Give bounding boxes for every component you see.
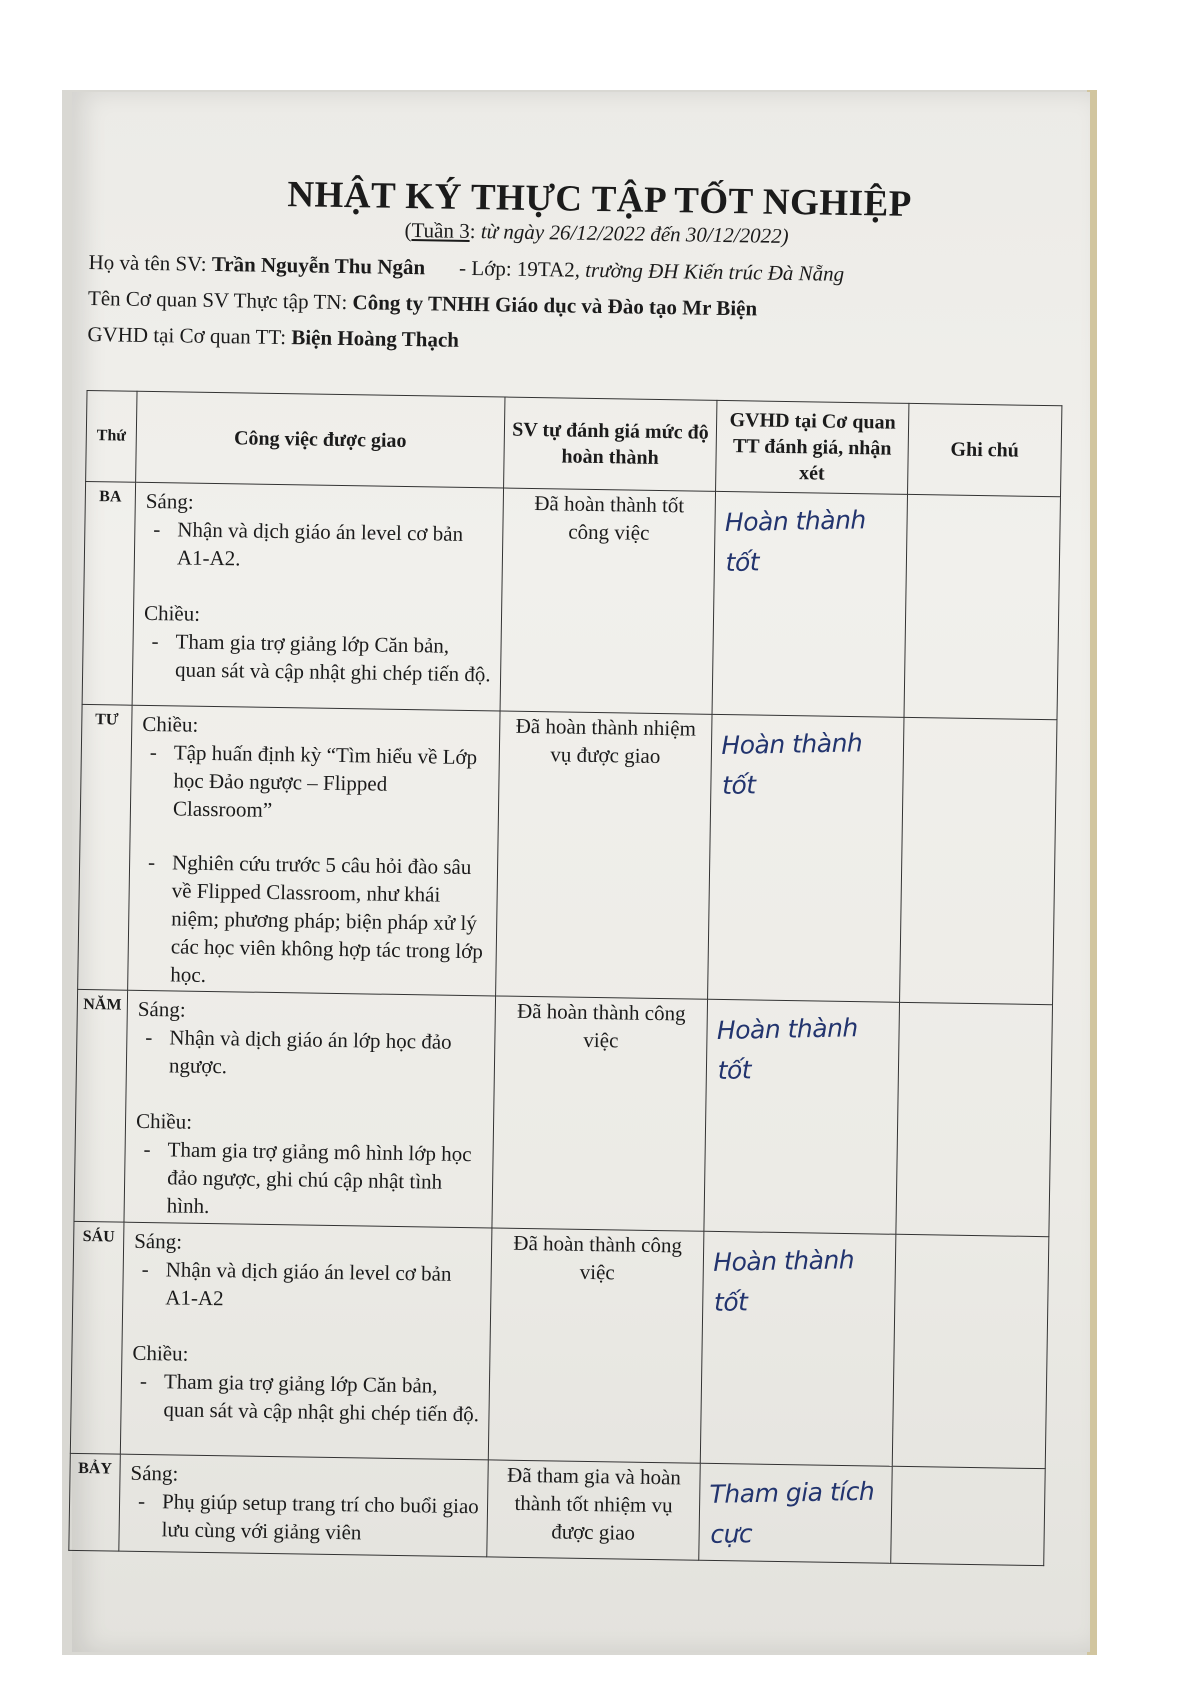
- supervisor-comment-cell: [699, 1463, 892, 1563]
- day-cell: NĂM: [74, 989, 128, 1222]
- week-paren: (: [404, 217, 412, 243]
- supervisor-comment-cell: [712, 491, 907, 717]
- self-eval-cell: Đã tham gia và hoàn thành tốt nhiệm vụ được giao: [487, 1460, 700, 1560]
- student-label: Họ và tên SV:: [88, 249, 212, 276]
- session-label: Chiều:: [132, 1340, 189, 1366]
- task-list: [137, 1023, 487, 1084]
- self-eval-cell: Đã hoàn thành công việc: [488, 1228, 704, 1463]
- header-supervisor-eval: GVHD tại Cơ quan TT đánh giá, nhận xét: [716, 400, 909, 494]
- handwritten-comment: Hoàn thành tốt: [721, 728, 863, 800]
- day-cell: SÁU: [70, 1221, 124, 1454]
- tasks-cell: [120, 1222, 492, 1460]
- self-eval-cell: Đã hoàn thành nhiệm vụ được giao: [496, 711, 712, 999]
- supervisor-name: Biện Hoàng Thạch: [291, 325, 460, 352]
- internship-log-table: [68, 390, 1062, 1566]
- session-label: Chiều:: [143, 600, 201, 626]
- task-list: [145, 515, 495, 576]
- task-item: - Nhận và dịch giáo án level cơ bản A1-A2.: [175, 515, 495, 576]
- header-self-eval: SV tự đánh giá mức độ hoàn thành: [504, 397, 717, 491]
- note-cell: [896, 1002, 1053, 1236]
- tasks-cell: [124, 990, 496, 1228]
- week-dates: từ ngày 26/12/2022 đến 30/12/2022): [480, 219, 789, 248]
- task-item: - Nhận và dịch giáo án lớp học đảo ngược.: [167, 1023, 487, 1084]
- day-cell: BA: [82, 481, 135, 705]
- self-eval-cell: Đã hoàn thành tốt công việc: [500, 488, 715, 714]
- note-cell: [904, 494, 1060, 719]
- document-content: [68, 170, 1080, 1585]
- header-notes: Ghi chú: [908, 403, 1062, 496]
- task-list: [143, 627, 493, 688]
- day-cell: BẢY: [69, 1453, 121, 1551]
- task-item: - Nhận và dịch giáo án level cơ bản A1-A2: [163, 1255, 483, 1316]
- note-cell: [892, 1234, 1049, 1468]
- session-label: Sáng:: [130, 1460, 179, 1486]
- session-label: Sáng:: [145, 488, 194, 514]
- handwritten-comment: Hoàn thành tốt: [716, 1013, 859, 1085]
- student-name: Trần Nguyễn Thu Ngân: [211, 251, 426, 280]
- task-list: [135, 1135, 485, 1224]
- week-colon: :: [469, 218, 482, 244]
- self-eval-cell: Đã hoàn thành công việc: [492, 996, 708, 1231]
- task-item: - Tham gia trợ giảng lớp Căn bản, quan sát và cập nhật ghi chép tiến độ.: [173, 627, 493, 688]
- handwritten-comment: Tham gia tích cực: [709, 1476, 875, 1549]
- org-label: Tên Cơ quan SV Thực tập TN:: [87, 285, 353, 315]
- session-label: Sáng:: [133, 1228, 183, 1254]
- task-list: [133, 1255, 483, 1316]
- tasks-cell: [119, 1454, 488, 1557]
- table-row: [69, 1453, 1045, 1565]
- task-item: - Tham gia trợ giảng lớp Căn bản, quan sát và cập nhật ghi chép tiến độ.: [161, 1367, 481, 1428]
- task-list: [129, 1487, 479, 1548]
- table-header-row: [86, 390, 1062, 496]
- week-label: Tuần 3: [411, 218, 470, 243]
- supervisor-comment-cell: [708, 714, 904, 1002]
- note-cell: [900, 717, 1057, 1004]
- org-name: Công ty TNHH Giáo dục và Đào tạo Mr Biện: [352, 290, 758, 321]
- school-name: , trường ĐH Kiến trúc Đà Nẵng: [574, 257, 845, 286]
- supervisor-comment-cell: [700, 1231, 896, 1466]
- task-list: [138, 738, 491, 993]
- task-item: - Phụ giúp setup trang trí cho buổi giao lưu cùng với giảng viên: [159, 1487, 479, 1548]
- class-label: - Lớp:: [458, 255, 518, 281]
- table-row: [70, 1221, 1049, 1468]
- table-row: [82, 481, 1060, 719]
- class-value: 19TA2: [516, 256, 575, 282]
- task-item: - Tham gia trợ giảng mô hình lớp học đảo ngược, ghi chú cập nhật tình hình.: [165, 1135, 485, 1224]
- tasks-cell: [132, 482, 503, 711]
- task-list: [131, 1367, 481, 1428]
- student-info: [87, 244, 1079, 368]
- header-tasks: Công việc được giao: [136, 391, 505, 488]
- table-row: [74, 989, 1053, 1236]
- supervisor-label: GVHD tại Cơ quan TT:: [87, 321, 292, 350]
- supervisor-comment-cell: [704, 999, 900, 1234]
- task-item: - Nghiên cứu trước 5 câu hỏi đào sâu về Flipped Classroom, như khái niệm; phương pháp; biện pháp xử lý các học viên không hợp tác trong lớp học.: [168, 848, 489, 993]
- handwritten-comment: Hoàn thành tốt: [712, 1245, 855, 1317]
- table-row: [78, 704, 1057, 1004]
- note-cell: [891, 1466, 1046, 1565]
- session-label: Sáng:: [137, 996, 186, 1022]
- document-title: NHẬT KÝ THỰC TẬP TỐT NGHIỆP: [287, 174, 913, 225]
- task-item: - Tập huấn định kỳ “Tìm hiểu về Lớp học Đảo ngược – Flipped Classroom”: [171, 738, 491, 827]
- header-day: Thứ: [86, 390, 137, 482]
- session-label: Chiều:: [142, 711, 199, 737]
- day-cell: TƯ: [78, 704, 132, 990]
- handwritten-comment: Hoàn thành tốt: [724, 505, 867, 578]
- tasks-cell: [128, 705, 500, 996]
- session-label: Chiều:: [135, 1108, 193, 1134]
